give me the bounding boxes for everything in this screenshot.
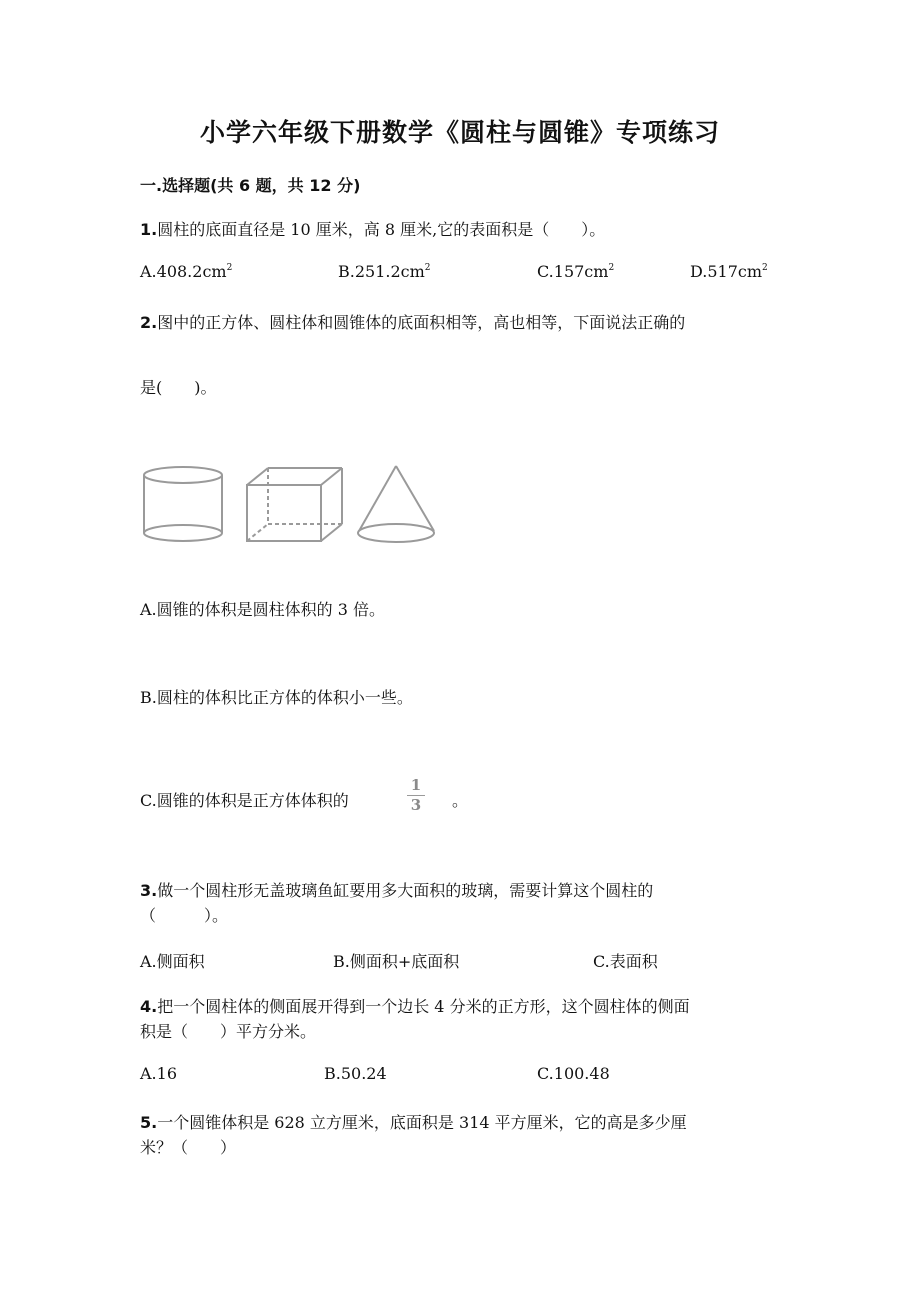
- question-number: 2.: [140, 313, 158, 332]
- option-4b[interactable]: B.50.24: [324, 1064, 387, 1083]
- option-3c[interactable]: C.表面积: [593, 952, 658, 971]
- solids-figure: [138, 458, 443, 550]
- option-2c-suffix: 。: [452, 791, 469, 810]
- question-number: 1.: [140, 220, 158, 239]
- question-text-line2: 是( )。: [140, 378, 217, 397]
- question-2: [140, 310, 685, 333]
- fraction-numerator: 1: [410, 776, 422, 794]
- fraction-one-third: [405, 777, 427, 814]
- question-number: 4.: [140, 997, 158, 1016]
- question-4: [140, 994, 690, 1017]
- question-3: [140, 878, 653, 901]
- option-1c[interactable]: $C.157cm^2$: [537, 262, 615, 281]
- question-text-line2: 积是（ ）平方分米。: [140, 1022, 317, 1041]
- option-4c[interactable]: C.100.48: [537, 1064, 610, 1083]
- question-text: 圆柱的底面直径是 10 厘米，高 8 厘米,它的表面积是（ ）。: [157, 220, 606, 239]
- page-title: 小学六年级下册数学《圆柱与圆锥》专项练习: [199, 118, 720, 147]
- option-2b[interactable]: B.圆柱的体积比正方体的体积小一些。: [140, 688, 413, 707]
- cylinder-icon: [144, 467, 222, 541]
- option-1b[interactable]: $B.251.2cm^2$: [338, 262, 431, 281]
- question-number: 3.: [140, 881, 158, 900]
- option-2a[interactable]: A.圆锥的体积是圆柱体积的 3 倍。: [140, 600, 385, 619]
- option-1d[interactable]: $D.517cm^2$: [690, 262, 768, 281]
- question-text-line1: 一个圆锥体积是 628 立方厘米，底面积是 314 平方厘米，它的高是多少厘: [157, 1113, 687, 1132]
- question-number: 5.: [140, 1113, 158, 1132]
- cone-icon: [358, 466, 434, 542]
- option-3a[interactable]: A.侧面积: [140, 952, 205, 971]
- section-heading: 一.选择题(共 6 题，共 12 分): [140, 176, 361, 195]
- question-5: [140, 1110, 687, 1133]
- question-1: [140, 217, 605, 240]
- question-text-line1: 图中的正方体、圆柱体和圆锥体的底面积相等，高也相等，下面说法正确的: [157, 313, 686, 332]
- question-text-line2: （ ）。: [140, 906, 229, 925]
- option-3b[interactable]: B.侧面积+底面积: [333, 952, 460, 971]
- fraction-denominator: 3: [410, 796, 422, 814]
- question-text-line1: 把一个圆柱体的侧面展开得到一个边长 4 分米的正方形，这个圆柱体的侧面: [157, 997, 690, 1016]
- option-4a[interactable]: A.16: [140, 1064, 177, 1083]
- question-text-line2: 米？（ ）: [140, 1138, 237, 1157]
- cuboid-icon: [247, 468, 342, 541]
- question-text-line1: 做一个圆柱形无盖玻璃鱼缸要用多大面积的玻璃，需要计算这个圆柱的: [157, 881, 654, 900]
- option-1a[interactable]: $A.408.2cm^2$: [140, 262, 233, 281]
- option-2c[interactable]: C.圆锥的体积是正方体体积的: [140, 791, 349, 810]
